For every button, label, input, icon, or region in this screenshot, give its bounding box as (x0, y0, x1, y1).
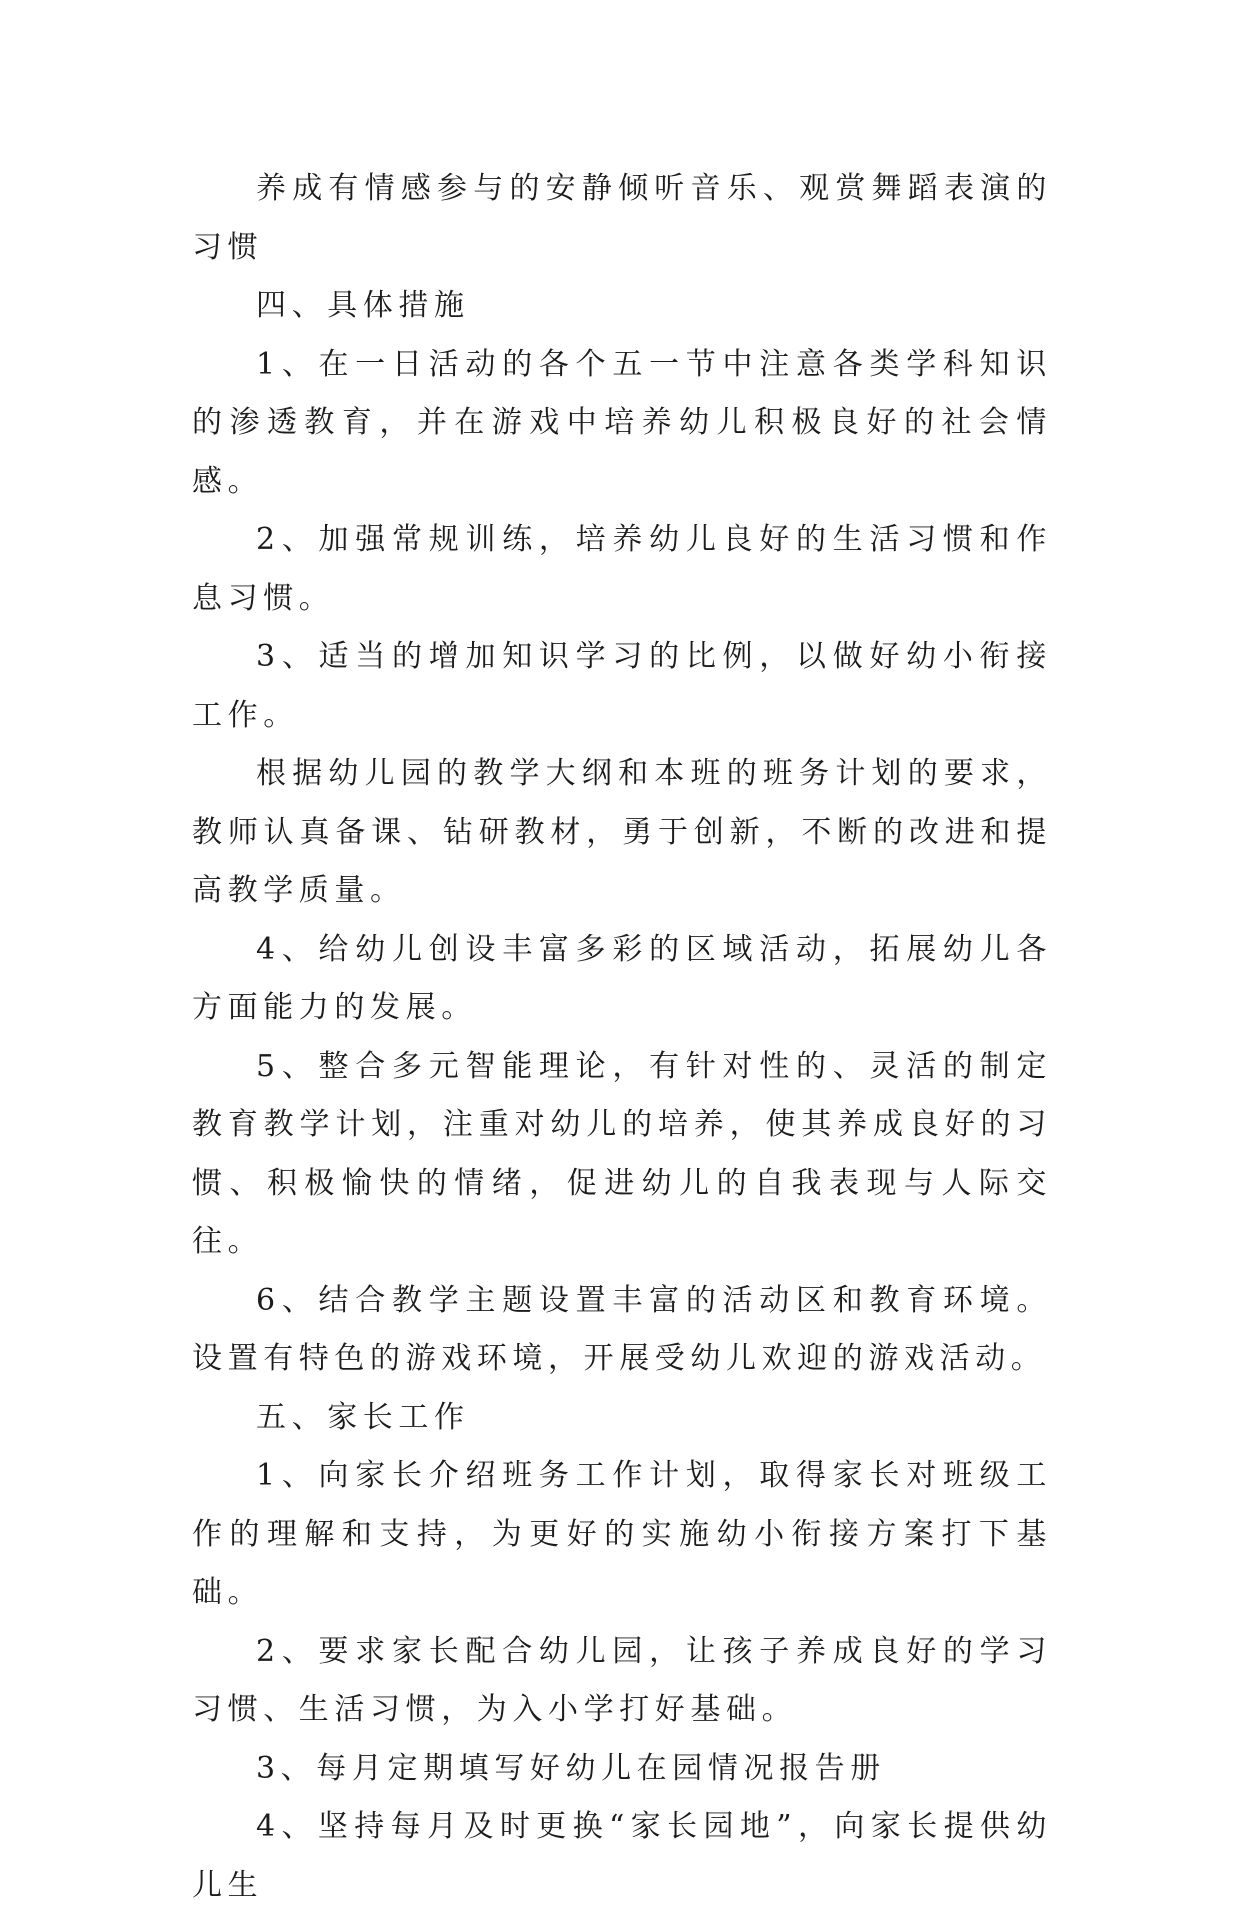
paragraph-parents-1: 1、向家长介绍班务工作计划，取得家长对班级工作的理解和支持，为更好的实施幼小衔接方案打下基础。 (192, 1458, 1052, 1610)
paragraph-habit: 养成有情感参与的安静倾听音乐、观赏舞蹈表演的习惯 (192, 171, 1052, 265)
paragraph-parents-3: 3、每月定期填写好幼儿在园情况报告册 (256, 1750, 886, 1786)
paragraph-parents-4: 4、坚持每月及时更换“家长园地”，向家长提供幼儿生 (192, 1809, 1052, 1903)
section-heading-parents: 五、家长工作 (256, 1399, 470, 1435)
paragraph-parents-2: 2、要求家长配合幼儿园，让孩子养成良好的学习习惯、生活习惯，为入小学打好基础。 (192, 1633, 1052, 1727)
paragraph-measure-3: 3、适当的增加知识学习的比例，以做好幼小衔接工作。 (192, 639, 1052, 733)
paragraph-measure-1: 1、在一日活动的各个五一节中注意各类学科知识的渗透教育，并在游戏中培养幼儿积极良好的社会情感。 (192, 346, 1052, 499)
section-heading-measures: 四、具体措施 (256, 288, 470, 323)
paragraph-measure-2: 2、加强常规训练，培养幼儿良好的生活习惯和作息习惯。 (192, 522, 1052, 616)
paragraph-measure-5: 5、整合多元智能理论，有针对性的、灵活的制定教育教学计划，注重对幼儿的培养，使其养成良好的习惯、积极愉快的情绪，促进幼儿的自我表现与人际交往。 (192, 1048, 1052, 1259)
document-page (192, 160, 1052, 1915)
paragraph-measure-6: 6、结合教学主题设置丰富的活动区和教育环境。设置有特色的游戏环境，开展受幼儿欢迎的游戏活动。 (192, 1282, 1052, 1376)
paragraph-measure-4: 4、给幼儿创设丰富多彩的区域活动，拓展幼儿各方面能力的发展。 (192, 931, 1052, 1025)
paragraph-teaching: 根据幼儿园的教学大纲和本班的班务计划的要求，教师认真备课、钻研教材，勇于创新，不断的改进和提高教学质量。 (192, 756, 1052, 908)
